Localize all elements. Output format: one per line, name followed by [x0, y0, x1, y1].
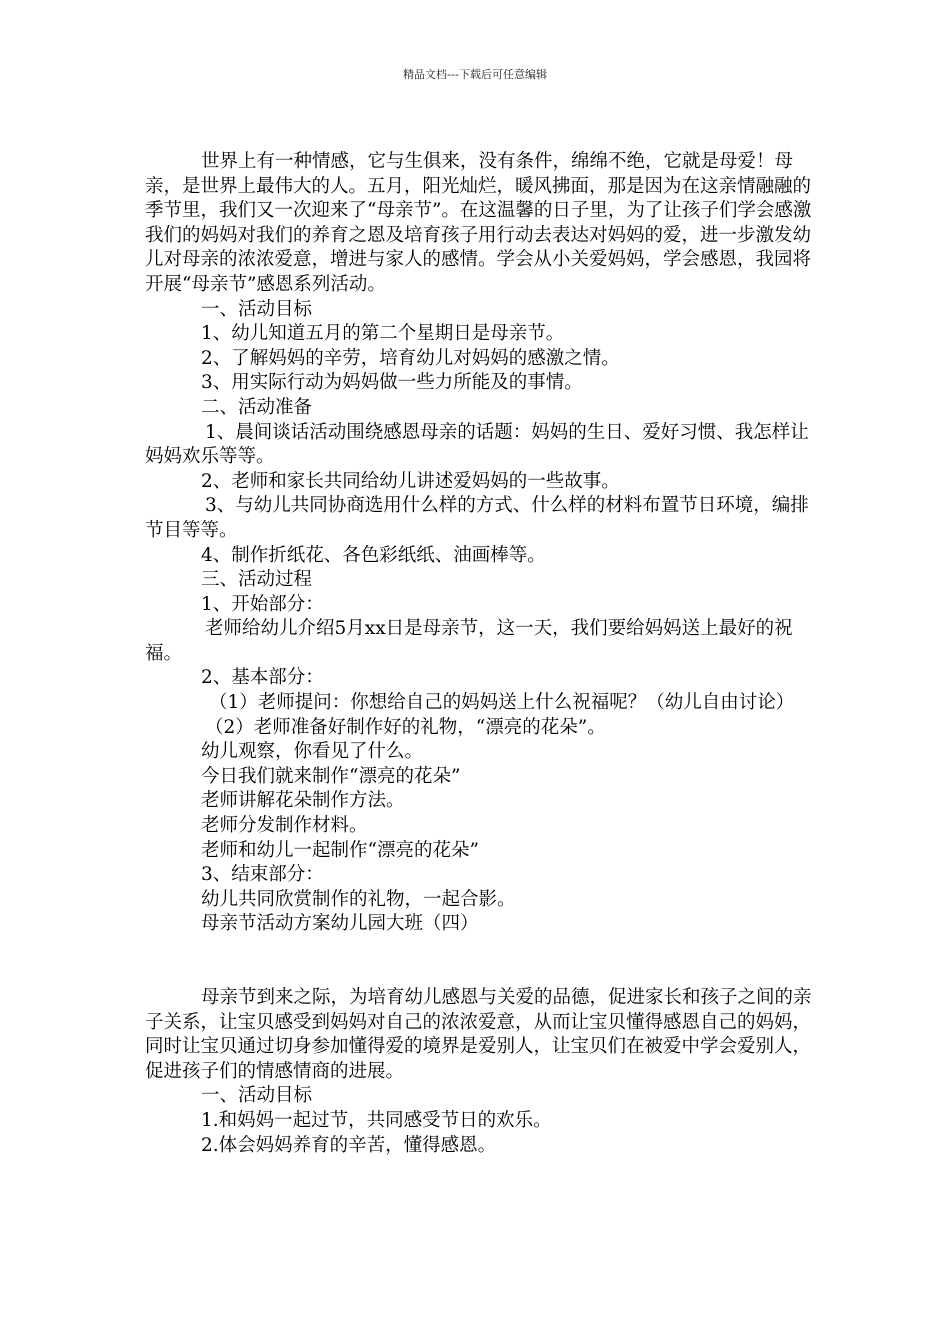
list-item: 1、晨间谈话活动围绕感恩母亲的话题：妈妈的生日、爱好习惯、我怎样让妈妈欢乐等等。: [145, 421, 809, 468]
section-heading: 三、活动过程: [201, 569, 313, 591]
body-line: 老师讲解花朵制作方法。: [201, 790, 405, 812]
section-heading: 二、活动准备: [201, 396, 313, 418]
list-item: 2.体会妈妈养育的辛苦，懂得感恩。: [201, 1134, 497, 1156]
intro-paragraph: 世界上有一种情感，它与生俱来，没有条件，绵绵不绝，它就是母爱！母亲，是世界上最伟大的人。五月，阳光灿烂，暖风拂面，那是因为在这亲情融融的季节里，我们又一次迎来了“母亲节”。在这温馨的日子里，为了让孩子们学会感激我们的妈妈对我们的养育之恩及培育孩子用行动去表达对妈妈的爱，进一步激发幼儿对母亲的浓浓爱意，增进与家人的感情。学会从小关爱妈妈，学会感恩，我园将开展“母亲节”感恩系列活动。: [145, 151, 812, 295]
list-item: 2、基本部分：: [201, 667, 324, 689]
spacer: [145, 937, 815, 986]
document-body: [145, 150, 815, 1158]
list-item: 3、与幼儿共同协商选用什么样的方式、什么样的材料布置节日环境，编排节目等等。: [145, 495, 809, 541]
page-header: 精品文档---下载后可任意编辑: [403, 68, 547, 81]
list-item: （2）老师准备好制作好的礼物，“漂亮的花朵”。: [205, 716, 606, 738]
list-item: 4、制作折纸花、各色彩纸纸、油画棒等。: [201, 544, 546, 566]
body-line: 今日我们就来制作“漂亮的花朵”: [201, 765, 461, 787]
intro-paragraph: 母亲节到来之际，为培育幼儿感恩与关爱的品德，促进家长和孩子之间的亲子关系，让宝贝感受到妈妈对自己的浓浓爱意，从而让宝贝懂得感恩自己的妈妈，同时让宝贝通过切身参加懂得爱的境界是爱别人，让宝贝们在被爱中学会爱别人，促进孩子们的情感情商的进展。: [145, 987, 812, 1082]
body-line: 幼儿共同欣赏制作的礼物，一起合影。: [201, 888, 516, 910]
list-item: 1、开始部分：: [201, 593, 324, 615]
list-item: 2、老师和家长共同给幼儿讲述爱妈妈的一些故事。: [201, 470, 620, 492]
list-item: 3、用实际行动为妈妈做一些力所能及的事情。: [201, 372, 583, 394]
section-heading: 一、活动目标: [201, 1085, 313, 1107]
body-line: 幼儿观察，你看见了什么。: [201, 741, 424, 763]
list-item: 3、结束部分：: [201, 864, 324, 886]
list-item: （1）老师提问：你想给自己的妈妈送上什么祝福呢？（幼儿自由讨论）: [209, 692, 795, 714]
body-line: 老师和幼儿一起制作“漂亮的花朵”: [201, 839, 479, 861]
list-item: 1、幼儿知道五月的第二个星期日是母亲节。: [201, 323, 565, 345]
list-item: 1.和妈妈一起过节，共同感受节日的欢乐。: [201, 1109, 552, 1131]
section-heading: 一、活动目标: [201, 298, 313, 320]
body-line: 老师分发制作材料。: [201, 815, 368, 837]
list-item: 2、了解妈妈的辛劳，培育幼儿对妈妈的感激之情。: [201, 347, 620, 369]
section-title: 母亲节活动方案幼儿园大班（四）: [201, 913, 479, 935]
body-paragraph: 老师给幼儿介绍5月xx日是母亲节，这一天，我们要给妈妈送上最好的祝福。: [145, 618, 793, 664]
